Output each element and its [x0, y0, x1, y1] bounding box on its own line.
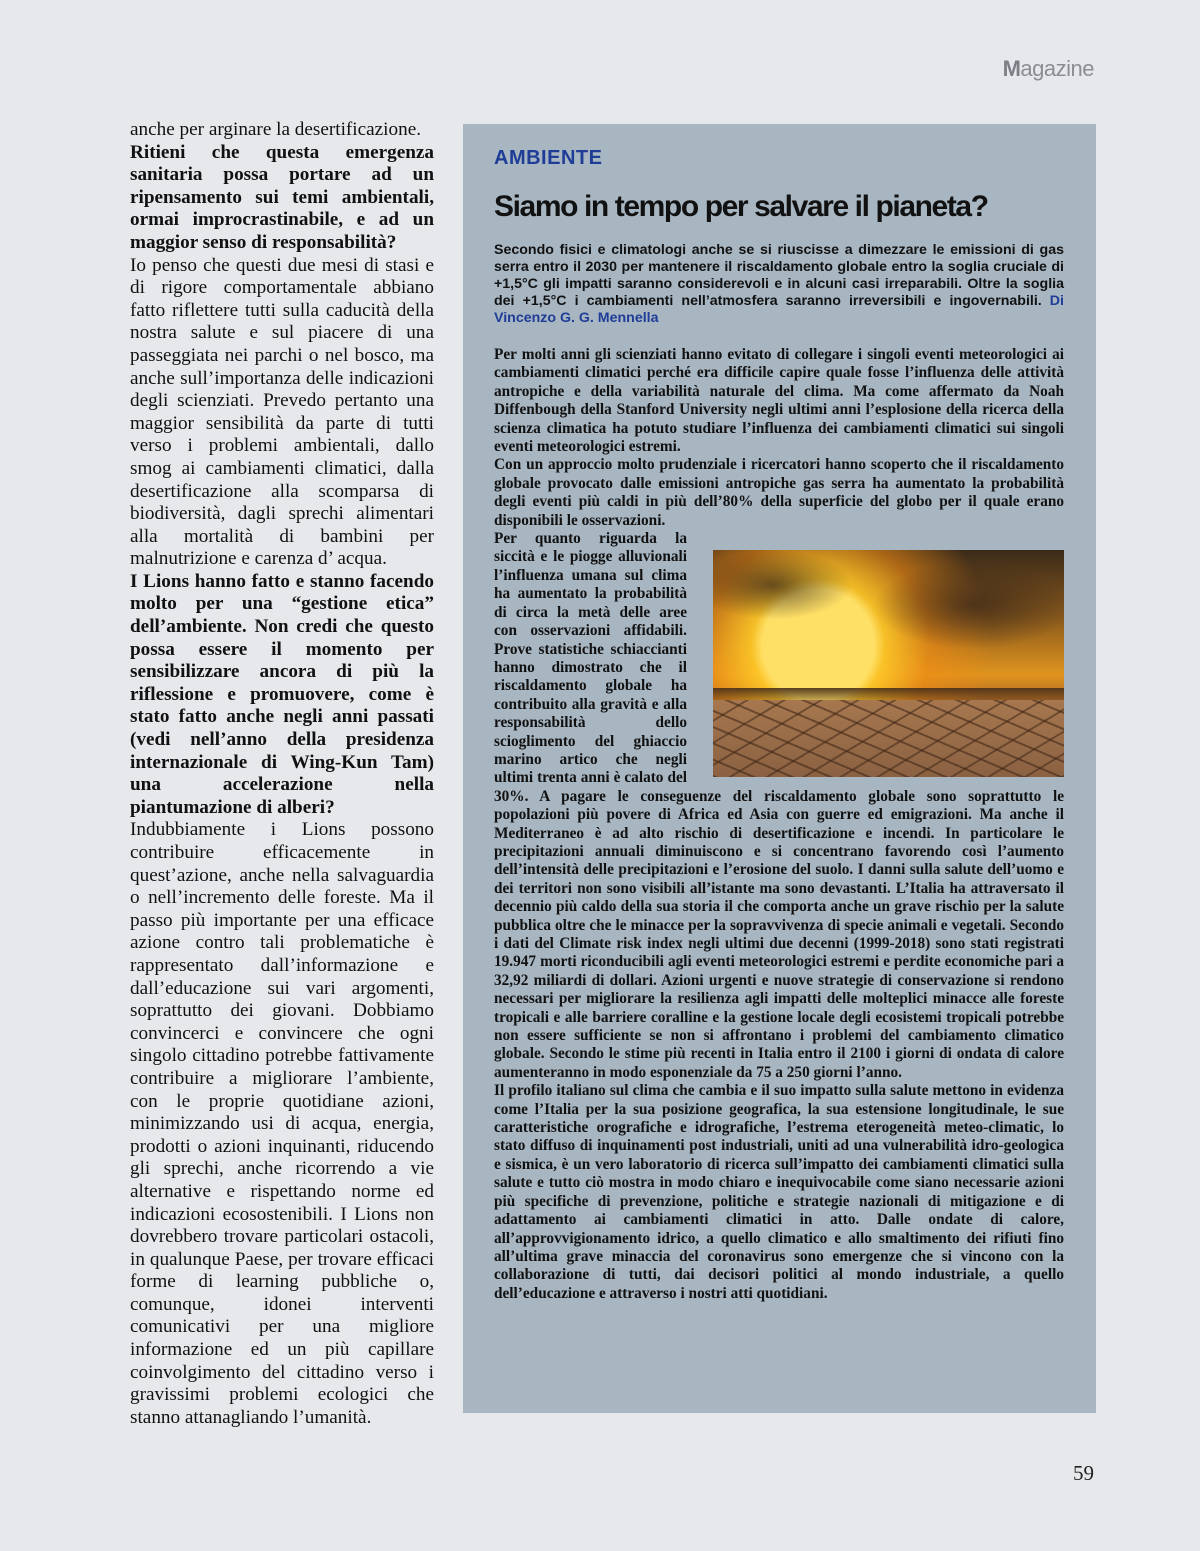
magazine-header-rest: agazine: [1020, 56, 1094, 81]
page-number: 59: [1073, 1461, 1094, 1485]
interview-question: I Lions hanno fatto e stanno facendo molto per una “gestione etica” dell’ambiente. Non credi che questo possa essere il momento per sensibilizzare ancora di più la riflessione e promuovere, come è stato fatto anche negli anni passati (vedi nell’anno della presidenza internazionale di Wing-Kun Tam) una accelerazione nella piantumazione di alberi?: [130, 570, 434, 818]
article-paragraph: Per quanto riguarda la siccità e le piogge alluvionali l’influenza umana sul clima ha aumentato la probabilità di circa la metà delle aree con osservazioni affidabili. Prove statistiche schiaccianti hanno dimostrato che il riscaldamento globale ha contribuito alla gravità e alla responsabilità dello scioglimento del ghiaccio marino artico che negli ultimi trenta anni è calato del 30%. A pagare le conseguenze del riscaldamento globale sono soprattutto le popolazioni più povere di Africa ed Asia con guerre ed emigrazioni. Ma anche il Mediterraneo è ad alto rischio di desertificazione e incendi. In particolare le precipitazioni annuali diminuiscono e si concentrano favorendo così l’aumento dell’intensità delle precipitazioni e l’erosione del suolo. I danni sulla salute dell’uomo e dei territori non sono visibili all’istante ma sono devastanti. L’Italia ha attraversato il decennio più caldo della sua storia il che comporta anche un grave rischio per la salute pubblica oltre che le minacce per la sopravvivenza di specie animali e vegetali. Secondo i dati del Climate risk index negli ultimi due decenni (1999-2018) sono stati registrati 19.947 morti riconducibili agli eventi meteorologici estremi e perdite economiche pari a 32,92 miliardi di dollari. Azioni urgenti e nuove strategie di conservazione si rendono necessari per migliorare la resilienza agli impatti delle molteplici minacce alle foreste tropicali e alle barriere coralline e la gestione locale degli ecosistemi tropicali potrebbe non essere sufficiente se non si affrontano i problemi del cambiamento climatico globale. Secondo le stime più recenti in Italia entro il 2100 i giorni di ondata di calore aumenteranno in modo esponenziale da 75 a 250 giorni l’anno.: [494, 530, 1064, 1081]
article-paragraph: Il profilo italiano sul clima che cambia e il suo impatto sulla salute mettono in evidenza come l’Italia per la sua posizione geografica, la sua estensione longitudinale, le sue caratteristiche orografiche e idrografiche, l’estrema eterogeneità meteo-climatic, lo stato diffuso di inquinamenti post industriali, uniti ad una vulnerabilità idro-geologica e sismica, è un vero laboratorio di ricerca sull’impatto dei cambiamenti climatici sulla salute e tutto ciò mostra in modo chiaro e inequivocabile come siano necessarie azioni più specifiche di prevenzione, politiche e strategie nazionali di mitigazione e di adattamento ai cambiamenti climatici in atto. Dalle ondate di calore, all’approvvigionamento idrico, a quello climatico e allo smaltimento dei rifiuti fino all’ultima grave minaccia del coronavirus sono emergenze che si vincono con la collaborazione di tutti, dai decisori politici al mondo industriale, a quello dell’educazione e attraverso i nostri atti quotidiani.: [494, 1082, 1064, 1302]
article-headline: Siamo in tempo per salvare il pianeta?: [494, 190, 988, 223]
section-kicker: AMBIENTE: [494, 147, 603, 169]
article-paragraph: Per molti anni gli scienziati hanno evitato di collegare i singoli eventi meteorologici ai cambiamenti climatici perché era difficile capire quale fosse l’influenza delle attività antropiche e della variabilità naturale del clima. Ma come affermato da Noah Diffenbough della Stanford University negli ultimi anni l’esplosione della ricerca della scienza climatica ha potuto studiare l’influenza dei cambiamenti climatici sui singoli eventi meteorologici estremi.: [494, 346, 1064, 456]
interview-paragraph: anche per arginare la desertificazione.: [130, 119, 422, 140]
environment-sidebar: [463, 124, 1096, 1413]
sunset-desert-photo: [713, 550, 1064, 777]
article-paragraph: Con un approccio molto prudenziale i ricercatori hanno scoperto che il riscaldamento globale provocato dalle emissioni antropiche gas serra ha aumentato la probabilità degli eventi più caldi in più dell’80% della superficie del globo per il quale erano disponibili le osservazioni.: [494, 456, 1064, 529]
magazine-header: [1003, 56, 1094, 82]
magazine-header-initial: M: [1002, 56, 1021, 81]
interview-answer: Io penso che questi due mesi di stasi e di rigore comportamentale abbiano fatto riflettere tutti sulla caducità della nostra salute e sul piacere di una passeggiata nei parchi o nel bosco, ma anche sull’importanza delle indicazioni degli scienziati. Prevedo pertanto una maggior sensibilità da parte di tutti verso i problemi ambientali, dallo smog ai cambiamenti climatici, dalla desertificazione alla scomparsa di biodiversità, dagli sprechi alimentari alla mortalità di bambini per malnutrizione e carenza d’ acqua.: [130, 254, 434, 570]
abstract-text: Secondo fisici e climatologi anche se si riuscisse a dimezzare le emissioni di gas serra entro il 2030 per mantenere il riscaldamento globale entro la soglia cruciale di +1,5°C gli impatti saranno considerevoli e in alcuni casi irreparabili. Oltre la soglia dei +1,5°C i cambiamenti nell’atmosfera saranno irreversibili e ingovernabili.: [494, 242, 1064, 309]
interview-column: [130, 119, 434, 1429]
interview-question: Ritieni che questa emergenza sanitaria possa portare ad un ripensamento sui temi ambientali, ormai improcrastinabile, e ad un maggior senso di responsabilità?: [130, 141, 434, 253]
article-body: [494, 346, 1064, 1303]
article-byline: Di Vincenzo G. G. Mennella: [494, 293, 1064, 326]
interview-answer: Indubbiamente i Lions possono contribuire efficacemente in quest’azione, anche nella salvaguardia o nell’incremento delle foreste. Ma il passo più importante per una efficace azione contro tali problematiche è rappresentato dall’informazione e dall’educazione sui vari argomenti, soprattutto dei giovani. Dobbiamo convincerci e convincere che ogni singolo cittadino potrebbe fattivamente contribuire a migliorare l’ambiente, con le proprie quotidiane azioni, minimizzando usi di acqua, energia, prodotti o azioni inquinanti, riducendo gli sprechi, anche ricorrendo a vie alternative e rispettando norme ed indicazioni ecosostenibili. I Lions non dovrebbero trovare particolari ostacoli, in qualunque Paese, per trovare efficaci forme di learning pubbliche o, comunque, idonei interventi comunicativi per una migliore informazione ed un più capillare coinvolgimento del cittadino verso i gravissimi problemi ecologici che stanno attanagliando l’umanità.: [130, 819, 434, 1428]
article-abstract: [494, 242, 1064, 327]
